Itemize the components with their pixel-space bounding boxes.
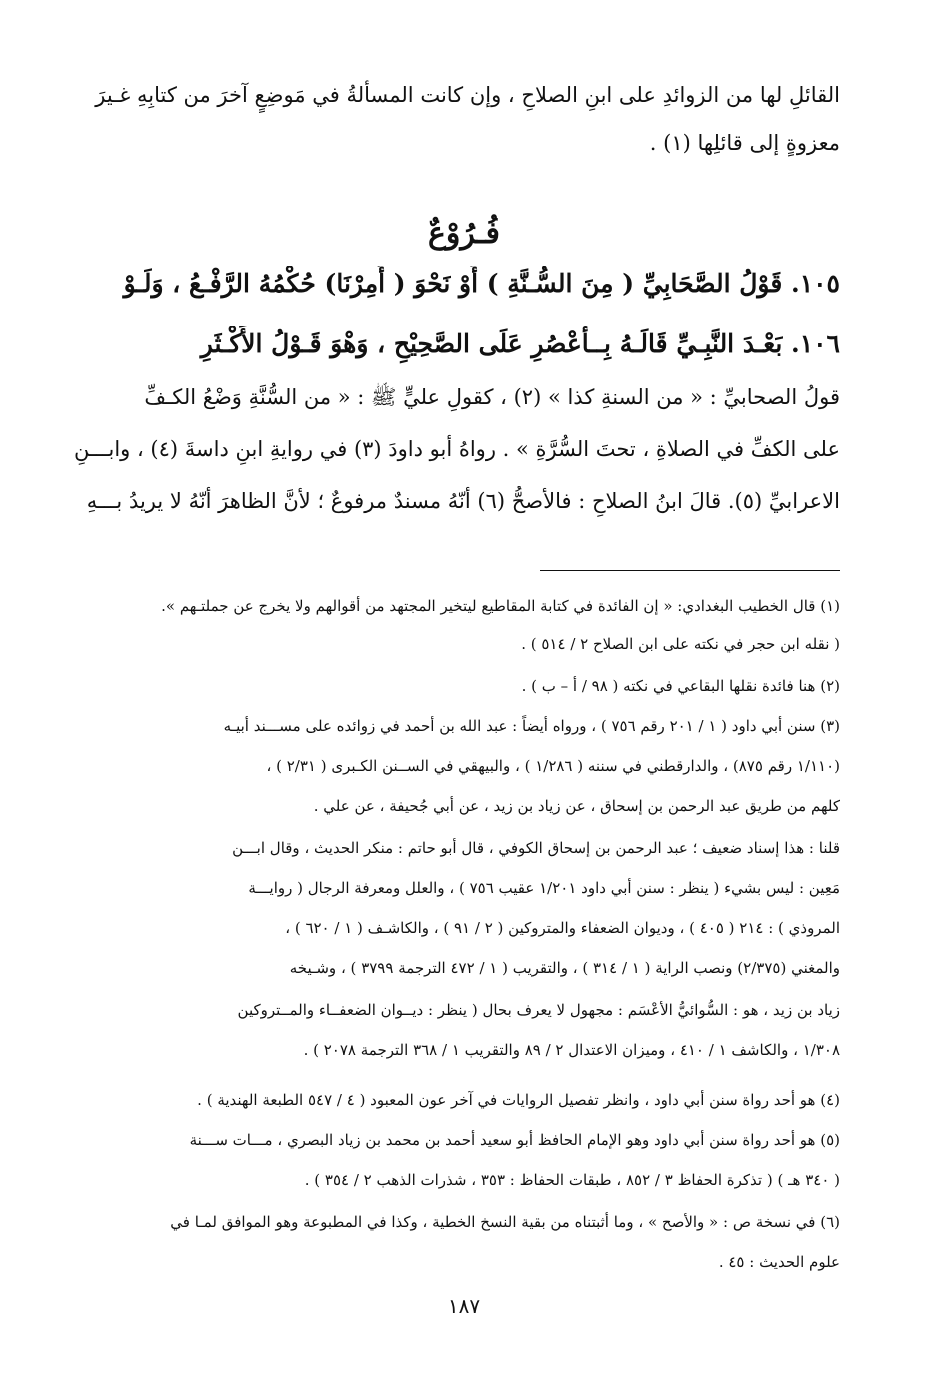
footnote-3-line-7: والمغني (٢/٣٧٥) ونصب الراية ( ١ / ٣١٤ ) ، والتقريب ( ١ / ٤٧٢ الترجمة ٣٧٩٩ ) ، وشـيخه [289,959,840,977]
footnote-separator [540,570,840,571]
footnote-3-line-6: المروذي ) : ٢١٤ ( ٤٠٥ ) ، وديوان الضعفاء والمتروكين ( ٢ / ٩١ ) ، والكاشـف ( ١ / ٦٢٠ ) ، [285,919,840,937]
footnote-3-line-3: كلهم من طريق عبد الرحمن بن إسحاق ، عن زياد بن زيد ، عن أبي جُحيفة ، عن علي . [313,797,840,815]
verse-105: ١٠٥. قَوْلُ الصَّحَابِيِّ ( مِنَ السُّـنَّةِ ) أَوْ نَحْوَ ( أُمِرْنَا) حُكْمُهُ الرَّفْـعُ ، وَلَـوْ [123,269,840,298]
section-heading: فُـرُوْعٌ [427,216,501,251]
footnote-6-line-1: (٦) في نسخة ص : « والأصح » ، وما أثبتناه من بقية النسخ الخطية ، وكذا في المطبوعة وهو الموافق لمـا في [170,1213,840,1231]
footnote-3-line-9: ١/٣٠٨ ، والكاشف ١ / ٤١٠ ، وميزان الاعتدال ٢ / ٨٩ والتقريب ١ / ٣٦٨ الترجمة ٢٠٧٨ ) . [303,1041,840,1059]
footnote-2: (٢) هنا فائدة نقلها البقاعي في نكته ( ٩٨ / أ – ب ) . [521,677,840,695]
verse-106: ١٠٦. بَعْـدَ النَّبِـيِّ قَالَـهُ بِــأَعْصُرِ عَلَى الصَّحِيْحِ ، وَهْوَ قَـوْلُ الأَكْـثَرِ [200,329,840,358]
commentary-line-3: الاعرابيِّ (٥). قالَ ابنُ الصلاحِ : فالأصحُّ (٦) أنّهُ مسندٌ مرفوعٌ ؛ لأنَّ الظاهرَ أنّهُ لا يريدُ بـــهِ [86,489,840,513]
footnote-3-line-8: زياد بن زيد ، هو : السُّوائيُّ الأعْسَم : مجهول لا يعرف بحال ( ينظر : ديــوان الضعفــاء والمــتروكين [237,1001,840,1019]
footnote-6-line-2: علوم الحديث : ٤٥ . [718,1253,840,1271]
intro-line-1: القائلِ لها من الزوائدِ على ابنِ الصلاحِ ، وإن كانت المسألةُ في مَوضِعٍ آخرَ من كتابِهِ غـيرَ [95,83,840,107]
footnote-1-line-1: (١) قال الخطيب البغدادي: « إن الفائدة في كتابة المقاطيع ليتخير المجتهد من أقوالهم ولا يخرج عن جملتـهم ». [161,597,840,615]
footnote-3-line-2: (١/١١٠ رقم ٨٧٥) ، والدارقطني في سننه ( ١/٢٨٦ ) ، والبيهقي في الســنن الكـبرى ( ٢/٣١ ) ، [266,757,840,775]
footnote-1-line-2: ( نقله ابن حجر في نكته على ابن الصلاح ٢ / ٥١٤ ) . [521,635,840,653]
footnote-3-line-4: قلنا : هذا إسناد ضعيف ؛ عبد الرحمن بن إسحاق الكوفي ، قال أبو حاتم : منكر الحديث ، وقال ابـــن [232,839,840,857]
footnote-4: (٤) هو أحد رواة سنن أبي داود ، وانظر تفصيل الروايات في آخر عون المعبود ( ٤ / ٥٤٧ الطبعة الهندية ) . [197,1091,840,1109]
commentary-line-2: على الكفِّ في الصلاةِ ، تحتَ السُّرَّةِ » . رواهُ أبو داودَ (٣) في روايةِ ابنِ داسةَ (٤) ، وابـــنِ [74,437,840,461]
footnote-5-line-1: (٥) هو أحد رواة سنن أبي داود وهو الإمام الحافظ أبو سعيد أحمد بن محمد بن زياد البصري ، مـــات ســـنة [189,1131,840,1149]
page-number: ١٨٧ [447,1294,481,1318]
commentary-line-1: قولُ الصحابيِّ : « من السنةِ كذا » (٢) ، كقولِ عليٍّ ﷺ : « من السُّنَّةِ وَضْعُ الكـفِّ [144,385,840,409]
intro-line-2: معزوةٍ إلى قائلِها (١) . [649,131,840,155]
footnote-5-line-2: ( ٣٤٠ هـ ) ( تذكرة الحفاظ ٣ / ٨٥٢ ، طبقات الحفاظ : ٣٥٣ ، شذرات الذهب ٢ / ٣٥٤ ) . [304,1171,840,1189]
footnote-3-line-5: مَعِين : ليس بشيء ( ينظر : سنن أبي داود ١/٢٠١ عقيب ٧٥٦ ) ، والعلل ومعرفة الرجال ( روايـــة [248,879,840,897]
footnote-3-line-1: (٣) سنن أبي داود ( ١ / ٢٠١ رقم ٧٥٦ ) ، ورواه أيضاً : عبد الله بن أحمد في زوائده على مســـند أبيـه [223,717,840,735]
